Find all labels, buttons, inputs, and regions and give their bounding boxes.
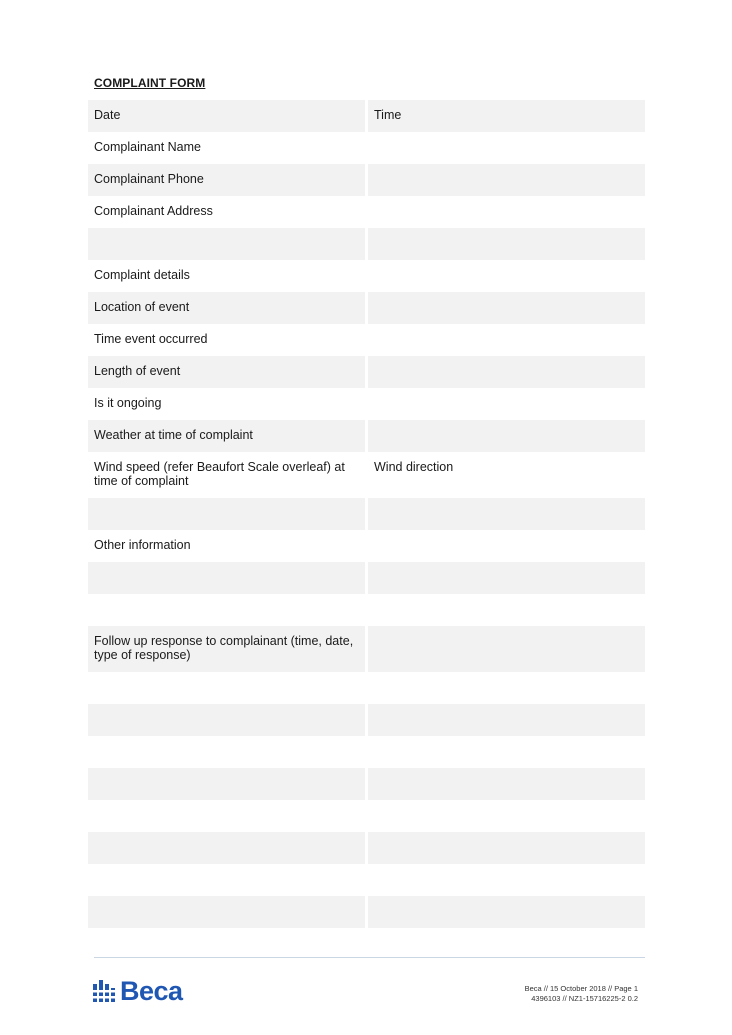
form-field-label[interactable] bbox=[88, 768, 365, 800]
form-field-label[interactable] bbox=[88, 594, 365, 626]
form-field-label[interactable] bbox=[88, 672, 365, 704]
form-field-value[interactable] bbox=[368, 324, 645, 356]
form-row bbox=[88, 704, 645, 736]
beca-logo-mark-icon bbox=[93, 980, 117, 1002]
form-row bbox=[88, 356, 645, 388]
footer-divider bbox=[94, 957, 645, 958]
form-field-label[interactable]: Weather at time of complaint bbox=[88, 420, 365, 452]
form-field-value[interactable]: Wind direction bbox=[374, 460, 454, 474]
form-field-value[interactable] bbox=[368, 292, 645, 324]
form-field-value[interactable] bbox=[368, 672, 645, 704]
footer-meta bbox=[525, 984, 638, 1004]
form-field-label[interactable] bbox=[88, 896, 365, 928]
form-row bbox=[88, 420, 645, 452]
form-field-label[interactable]: Complaint details bbox=[94, 268, 190, 282]
form-field-label[interactable]: Complainant Address bbox=[94, 204, 213, 218]
form-row bbox=[88, 896, 645, 928]
form-row bbox=[88, 196, 645, 228]
form-row bbox=[88, 864, 645, 896]
form-row bbox=[88, 132, 645, 164]
form-row bbox=[88, 260, 645, 292]
form-row bbox=[88, 100, 645, 132]
form-row bbox=[88, 768, 645, 800]
form-row bbox=[88, 228, 645, 260]
form-field-value[interactable]: Time bbox=[368, 100, 645, 132]
form-field-value[interactable] bbox=[368, 420, 645, 452]
form-field-label[interactable] bbox=[88, 736, 365, 768]
form-field-value[interactable] bbox=[368, 562, 645, 594]
form-field-value[interactable] bbox=[368, 196, 645, 228]
form-row bbox=[88, 736, 645, 768]
form-row bbox=[88, 626, 645, 672]
form-field-label[interactable]: Date bbox=[88, 100, 365, 132]
form-field-label[interactable]: Wind speed (refer Beaufort Scale overleaf) at time of complaint bbox=[94, 460, 345, 488]
form-field-value[interactable] bbox=[368, 704, 645, 736]
form-field-value[interactable] bbox=[368, 736, 645, 768]
form-field-value[interactable] bbox=[368, 530, 645, 562]
form-field-value[interactable] bbox=[368, 594, 645, 626]
form-field-value[interactable] bbox=[368, 896, 645, 928]
form-field-value[interactable] bbox=[368, 356, 645, 388]
form-field-label[interactable]: Complainant Name bbox=[94, 140, 201, 154]
form-row bbox=[88, 832, 645, 864]
beca-logo-text: Beca bbox=[120, 976, 183, 1006]
form-field-value[interactable] bbox=[368, 498, 645, 530]
footer-line-1: Beca // 15 October 2018 // Page 1 bbox=[524, 984, 638, 993]
form-field-label[interactable]: Follow up response to complainant (time, date, type of response) bbox=[88, 626, 365, 672]
form-field-label[interactable] bbox=[88, 832, 365, 864]
form-field-value[interactable] bbox=[368, 864, 645, 896]
form-row bbox=[88, 498, 645, 530]
form-field-label[interactable]: Complainant Phone bbox=[88, 164, 365, 196]
form-field-value[interactable] bbox=[368, 626, 645, 672]
form-title: COMPLAINT FORM bbox=[94, 76, 206, 90]
form-field-label[interactable] bbox=[88, 704, 365, 736]
beca-logo bbox=[93, 978, 183, 1004]
form-row bbox=[88, 452, 645, 498]
form-field-value[interactable] bbox=[368, 132, 645, 164]
form-field-value[interactable] bbox=[368, 260, 645, 292]
form-field-value[interactable] bbox=[368, 164, 645, 196]
form-field-value[interactable] bbox=[368, 800, 645, 832]
form-field-label[interactable] bbox=[88, 864, 365, 896]
form-field-label[interactable]: Other information bbox=[94, 538, 191, 552]
form-row bbox=[88, 800, 645, 832]
form-field-label[interactable]: Location of event bbox=[88, 292, 365, 324]
form-field-label[interactable] bbox=[88, 562, 365, 594]
form-field-value[interactable] bbox=[368, 228, 645, 260]
form-row bbox=[88, 164, 645, 196]
form-row bbox=[88, 292, 645, 324]
form-field-label[interactable] bbox=[88, 800, 365, 832]
form-field-value[interactable] bbox=[368, 768, 645, 800]
form-field-value[interactable] bbox=[368, 832, 645, 864]
form-field-label[interactable]: Is it ongoing bbox=[94, 396, 162, 410]
form-row bbox=[88, 324, 645, 356]
form-field-label[interactable]: Length of event bbox=[88, 356, 365, 388]
form-field-label[interactable] bbox=[88, 228, 365, 260]
complaint-form-table bbox=[88, 100, 645, 928]
form-row bbox=[88, 672, 645, 704]
form-field-value[interactable] bbox=[368, 388, 645, 420]
form-row bbox=[88, 530, 645, 562]
form-row bbox=[88, 562, 645, 594]
form-field-label[interactable]: Time event occurred bbox=[94, 332, 208, 346]
footer-line-2: 4396103 // NZ1-15716225-2 0.2 bbox=[531, 994, 638, 1003]
form-row bbox=[88, 388, 645, 420]
form-row bbox=[88, 594, 645, 626]
form-field-label[interactable] bbox=[88, 498, 365, 530]
